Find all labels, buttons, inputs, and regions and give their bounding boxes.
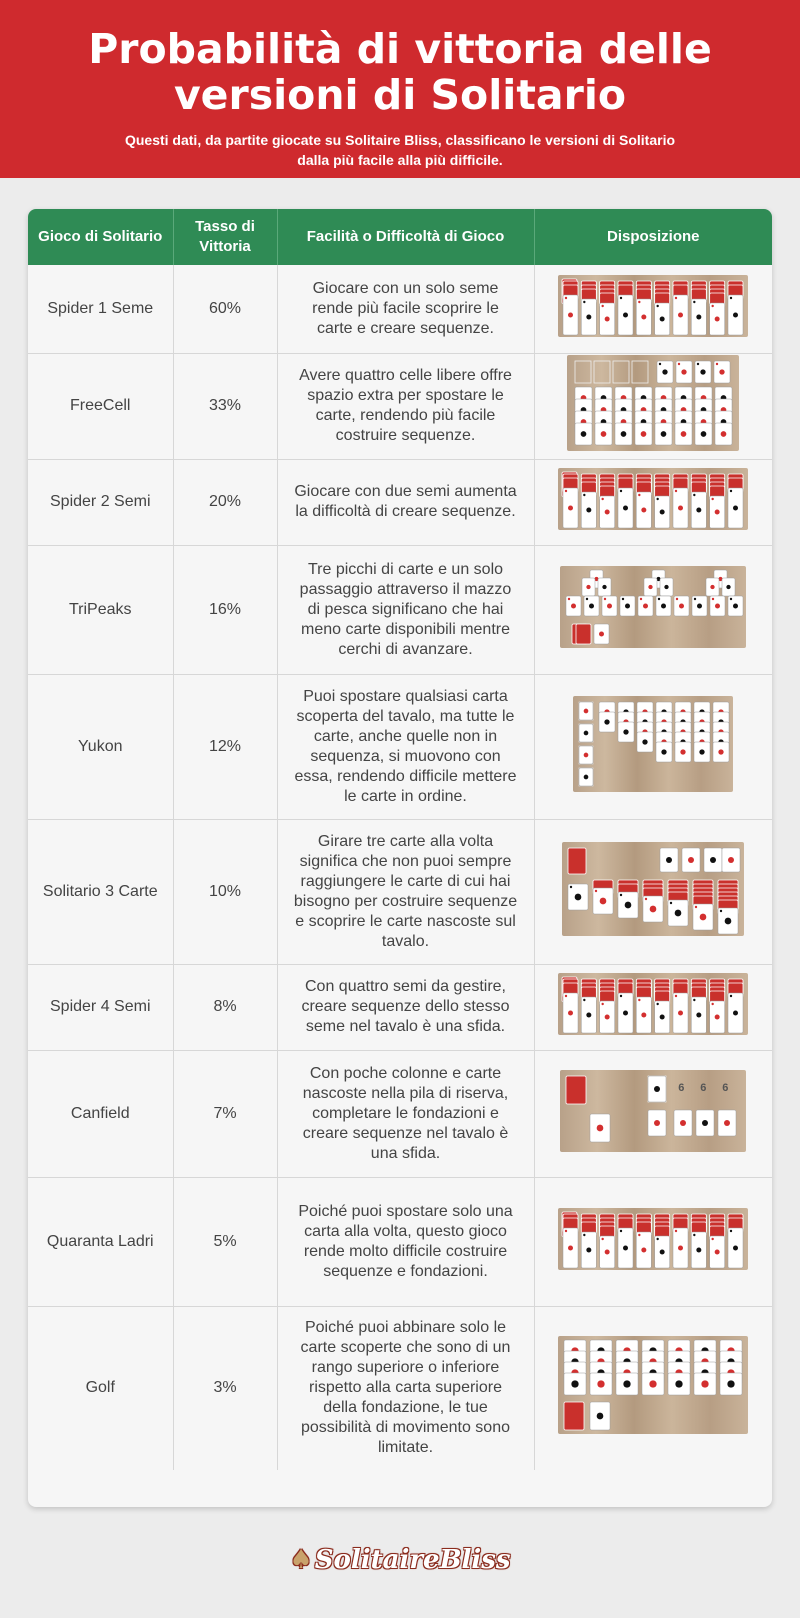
solitaire-bliss-logo	[289, 1545, 510, 1575]
table-row	[28, 1177, 772, 1306]
layout-thumbnail	[573, 696, 733, 792]
layout-thumbnail	[567, 355, 739, 451]
difficulty-description-cell: Con poche colonne e carte nascoste nella pila di riserva, completare le fondazioni e creare sequenze nel tavalo è una sfida.	[277, 1050, 534, 1177]
difficulty-description-cell: Con quattro semi da gestire, creare sequenze dello stesso seme nel tavalo è una sfida.	[277, 964, 534, 1050]
table-row	[28, 265, 772, 353]
layout-cell	[534, 1050, 772, 1177]
layout-thumbnail-svg	[558, 1208, 748, 1270]
layout-thumbnail	[562, 842, 744, 936]
difficulty-description-cell: Giocare con un solo seme rende più facile scoprire le carte e creare sequenze.	[277, 265, 534, 353]
page-title: Probabilità di vittoria delle versioni di Solitario	[88, 25, 712, 119]
card-logo-icon: ♠	[289, 1545, 313, 1575]
difficulty-description-cell: Poiché puoi abbinare solo le carte scoperte che sono di un rango superiore o inferiore rispetto alla carta superiore della fondazione, le tue possibilità di movimento sono limitate.	[277, 1306, 534, 1470]
layout-thumbnail	[558, 1336, 748, 1434]
win-rate-table-card	[28, 209, 772, 1507]
layout-cell	[534, 819, 772, 964]
layout-cell	[534, 353, 772, 459]
win-rate-cell: 60%	[173, 265, 277, 353]
difficulty-description-cell: Puoi spostare qualsiasi carta scoperta del tavalo, ma tutte le carte, anche quelle non in sequenza, si muovono con essa, rendendo difficile mettere le carte in ordine.	[277, 674, 534, 819]
layout-thumbnail-svg	[560, 566, 746, 648]
game-name-cell: Spider 1 Seme	[28, 265, 173, 353]
difficulty-description-cell: Avere quattro celle libere offre spazio extra per spostare le carte, rendendo più facile costruire sequenze.	[277, 353, 534, 459]
table-header-row	[28, 209, 772, 265]
layout-cell	[534, 265, 772, 353]
layout-thumbnail-svg	[558, 1336, 748, 1434]
table-row	[28, 1050, 772, 1177]
game-name-cell: FreeCell	[28, 353, 173, 459]
layout-thumbnail	[558, 1208, 748, 1270]
game-name-cell: TriPeaks	[28, 545, 173, 674]
table-row	[28, 964, 772, 1050]
layout-thumbnail-svg	[560, 1070, 746, 1152]
layout-cell	[534, 674, 772, 819]
win-rate-cell: 12%	[173, 674, 277, 819]
difficulty-description-cell: Girare tre carte alla volta significa che non puoi sempre raggiungere le carte di cui hai bisogno per costruire sequenze e scoprire le carte nascoste sul tavalo.	[277, 819, 534, 964]
layout-thumbnail-svg	[573, 696, 733, 792]
table-row	[28, 1306, 772, 1470]
table-row	[28, 545, 772, 674]
layout-thumbnail	[560, 1070, 746, 1152]
win-rate-cell: 20%	[173, 459, 277, 545]
layout-cell	[534, 964, 772, 1050]
footer	[0, 1545, 800, 1575]
game-name-cell: Yukon	[28, 674, 173, 819]
difficulty-description-cell: Poiché puoi spostare solo una carta alla volta, questo gioco rende molto difficile costruire sequenze e fondazioni.	[277, 1177, 534, 1306]
win-rate-table	[28, 209, 772, 1470]
layout-thumbnail-svg	[562, 842, 744, 936]
layout-cell	[534, 1177, 772, 1306]
game-name-cell: Spider 4 Semi	[28, 964, 173, 1050]
layout-cell	[534, 459, 772, 545]
win-rate-cell: 10%	[173, 819, 277, 964]
layout-thumbnail-svg	[567, 355, 739, 451]
game-name-cell: Solitario 3 Carte	[28, 819, 173, 964]
layout-thumbnail-svg	[558, 275, 748, 337]
layout-cell	[534, 545, 772, 674]
foundation-rank-label: 6	[678, 1081, 685, 1094]
win-rate-cell: 5%	[173, 1177, 277, 1306]
win-rate-cell: 33%	[173, 353, 277, 459]
layout-thumbnail	[558, 973, 748, 1035]
game-name-cell: Quaranta Ladri	[28, 1177, 173, 1306]
foundation-rank-label: 6	[700, 1081, 707, 1094]
column-header-difficulty: Facilità o Difficoltà di Gioco	[277, 209, 534, 265]
win-rate-cell: 3%	[173, 1306, 277, 1470]
layout-thumbnail	[560, 566, 746, 648]
header-banner	[0, 0, 800, 178]
table-row	[28, 674, 772, 819]
layout-cell	[534, 1306, 772, 1470]
table-row	[28, 819, 772, 964]
game-name-cell: Canfield	[28, 1050, 173, 1177]
win-rate-cell: 7%	[173, 1050, 277, 1177]
table-row	[28, 353, 772, 459]
win-rate-cell: 16%	[173, 545, 277, 674]
page-subtitle: Questi dati, da partite giocate su Solitaire Bliss, classificano le versioni di Solitario dalla più facile alla più difficile.	[124, 132, 676, 168]
layout-thumbnail-svg	[558, 973, 748, 1035]
logo-text: SolitaireBliss	[314, 1545, 511, 1575]
difficulty-description-cell: Giocare con due semi aumenta la difficoltà di creare sequenze.	[277, 459, 534, 545]
column-header-rate: Tasso di Vittoria	[173, 209, 277, 265]
game-name-cell: Spider 2 Semi	[28, 459, 173, 545]
difficulty-description-cell: Tre picchi di carte e un solo passaggio attraverso il mazzo di pesca significano che hai meno carte disponibili mentre cerchi di avanzare.	[277, 545, 534, 674]
table-row	[28, 459, 772, 545]
game-name-cell: Golf	[28, 1306, 173, 1470]
column-header-layout: Disposizione	[534, 209, 772, 265]
layout-thumbnail	[558, 468, 748, 530]
win-rate-cell: 8%	[173, 964, 277, 1050]
layout-thumbnail	[558, 275, 748, 337]
column-header-game: Gioco di Solitario	[28, 209, 173, 265]
layout-thumbnail-svg	[558, 468, 748, 530]
foundation-rank-label: 6	[722, 1081, 729, 1094]
